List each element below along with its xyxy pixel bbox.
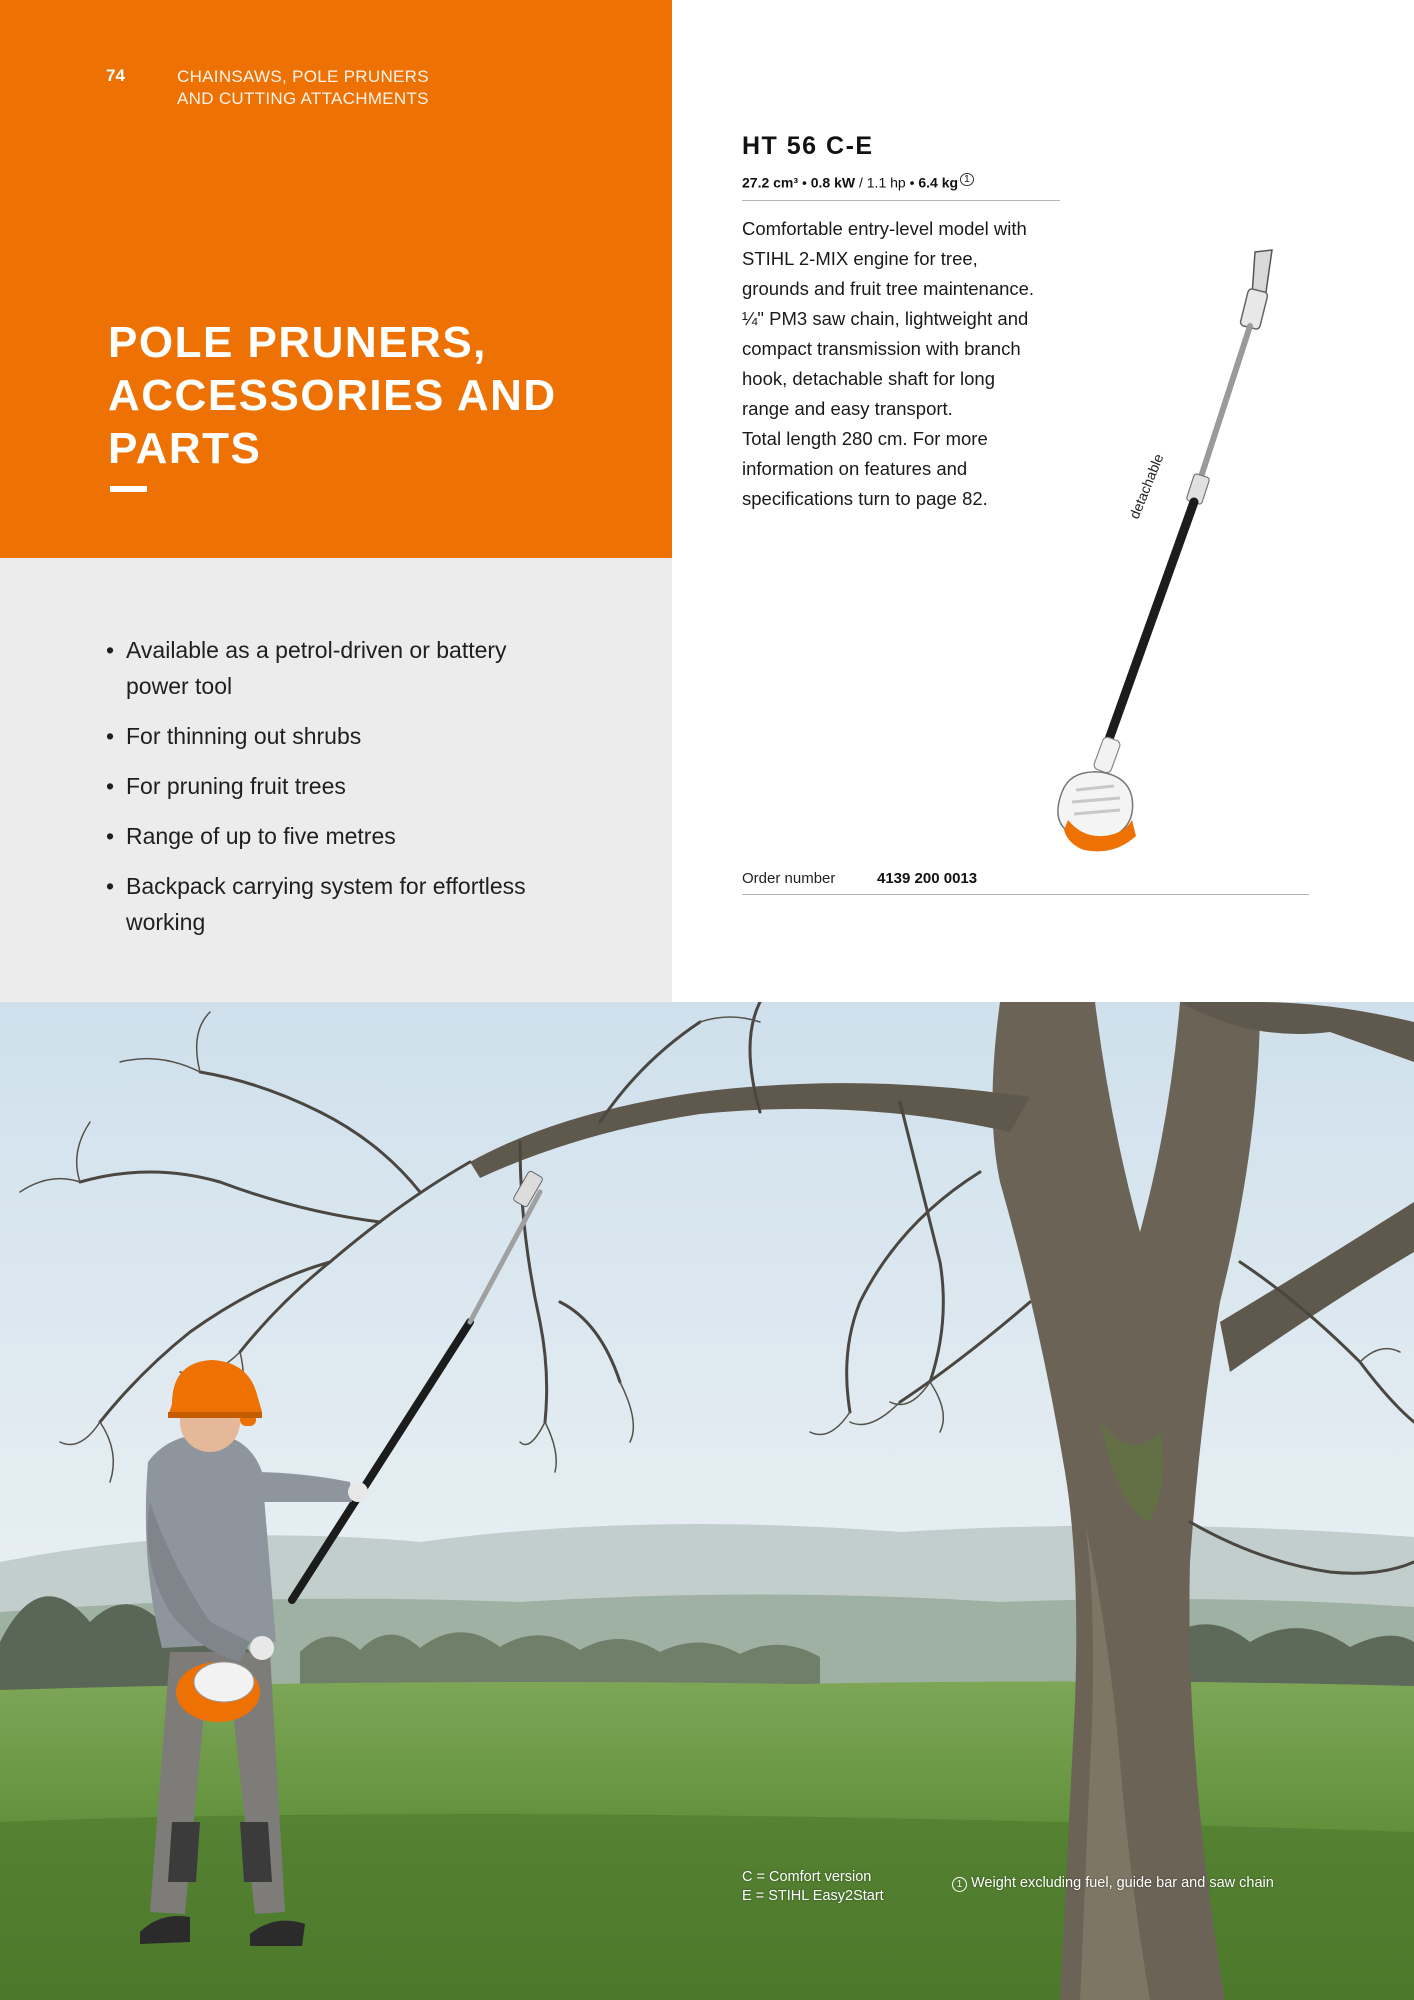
page-title-line-3: PARTS	[108, 424, 262, 473]
feature-list	[104, 632, 574, 954]
weight-footnote-text: Weight excluding fuel, guide bar and saw chain	[971, 1875, 1274, 1891]
spec-power-kw: 0.8 kW	[810, 174, 856, 191]
detachable-label: detachable	[1126, 451, 1167, 521]
feature-item: • For pruning fruit trees	[104, 768, 574, 804]
bullet-icon: •	[106, 773, 115, 799]
footnote-comfort: C = Comfort version	[742, 1869, 872, 1885]
bullet-icon: •	[106, 823, 115, 849]
order-number-label: Order number	[742, 870, 836, 887]
pole-pruner-image	[900, 230, 1360, 860]
spec-separator: •	[909, 174, 915, 191]
footnote-mark: 1	[952, 1877, 967, 1892]
bullet-icon: •	[106, 723, 115, 749]
feature-item: • For thinning out shrubs	[104, 718, 574, 754]
feature-item: • Available as a petrol-driven or battery power tool	[104, 632, 574, 704]
spec-power-hp: / 1.1 hp	[858, 174, 906, 191]
feature-item: • Backpack carrying system for effortless working	[104, 868, 574, 940]
product-specs	[742, 174, 974, 191]
footnote-easy2start: E = STIHL Easy2Start	[742, 1888, 884, 1904]
page-number: 74	[106, 66, 125, 85]
page-title	[108, 316, 557, 475]
product-name: HT 56 C-E	[742, 132, 874, 160]
weight-footnote	[952, 1874, 1274, 1893]
spec-displacement: 27.2 cm³	[742, 174, 799, 191]
page-title-line-1: POLE PRUNERS,	[108, 318, 487, 367]
header-panel	[0, 0, 672, 558]
page-title-line-2: ACCESSORIES AND	[108, 371, 557, 420]
description-paragraph: Total length 280 cm. For more information on features and specifications turn to page 82.	[742, 428, 988, 509]
section-title	[177, 66, 429, 110]
spec-weight: 6.4 kg	[918, 174, 959, 191]
divider	[742, 200, 1060, 201]
section-title-line-1: CHAINSAWS, POLE PRUNERS	[177, 67, 429, 86]
order-number-value: 4139 200 0013	[877, 870, 978, 887]
spec-separator: •	[801, 174, 807, 191]
model-footnotes	[742, 1868, 884, 1906]
footnote-mark: 1	[960, 173, 974, 186]
bullet-icon: •	[106, 637, 115, 663]
title-underline	[110, 486, 147, 492]
section-title-line-2: AND CUTTING ATTACHMENTS	[177, 89, 429, 108]
bullet-icon: •	[106, 873, 115, 899]
divider	[742, 894, 1309, 895]
feature-item: • Range of up to five metres	[104, 818, 574, 854]
orchard-photo	[0, 1002, 1414, 2000]
description-paragraph: Comfortable entry-level model with STIHL 2-MIX engine for tree, grounds and fruit tree maintenance. ¼" PM3 saw chain, lightweight and compact transmission with branch hook, detachable shaft for long range and easy transport.	[742, 218, 1035, 419]
